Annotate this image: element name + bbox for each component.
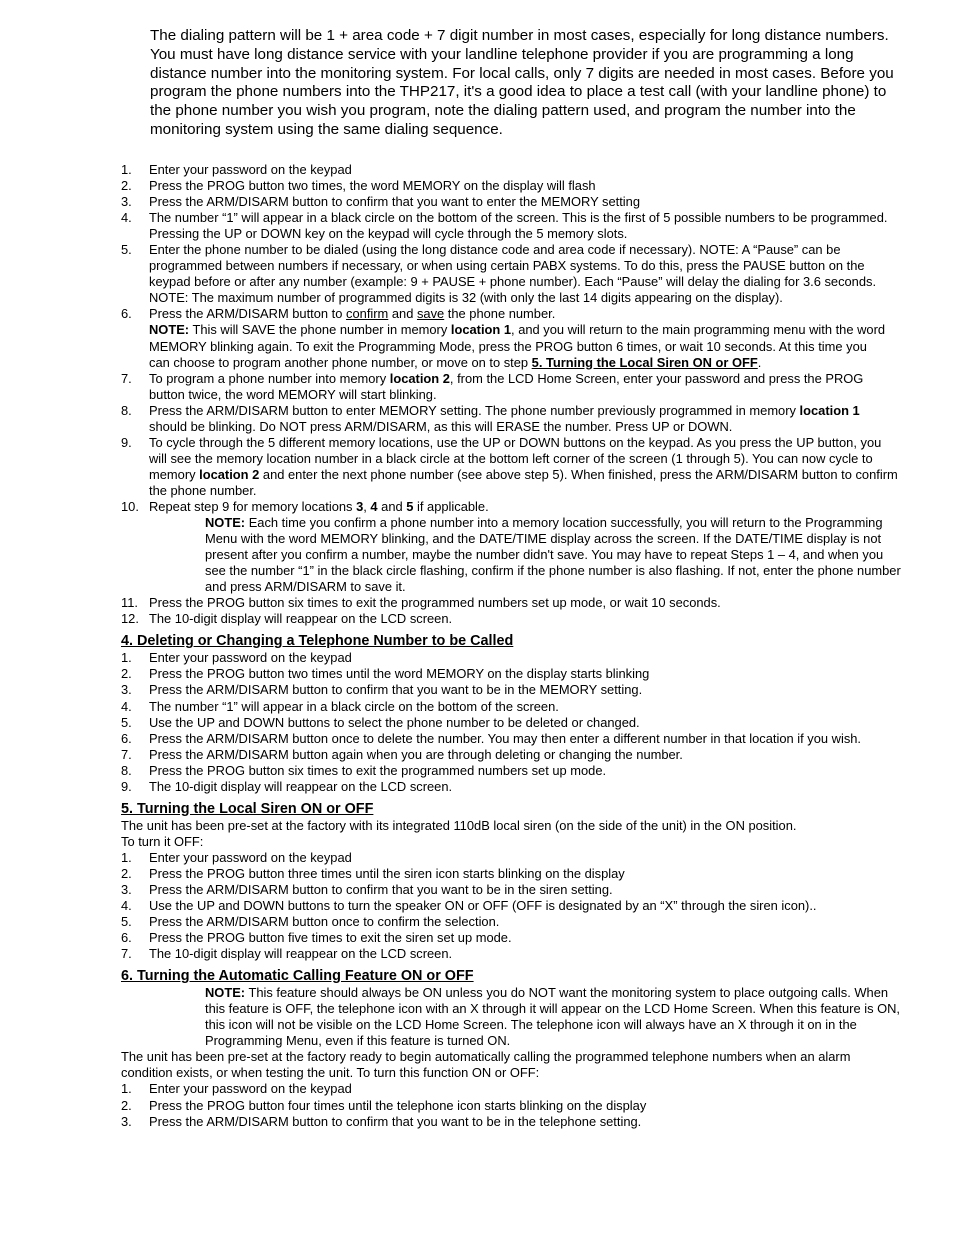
document-body [121, 162, 901, 1130]
list-item [121, 731, 901, 747]
item-number: 4. [121, 698, 132, 714]
programming-steps-list [121, 162, 901, 627]
section-6-note [121, 985, 901, 1049]
note-block [149, 322, 901, 370]
section-6-heading: 6. Turning the Automatic Calling Feature ON or OFF [121, 968, 474, 985]
item-text: The number “1” will appear in a black circle on the bottom of the screen. This is the first of 5 possible numbers to be programmed. Pressing the UP or DOWN key on the keypad will cycle through the 5 memory slots. [149, 210, 888, 242]
item-text-c: and enter the next phone number (see above step 5). When finished, press the ARM/DISARM button to confirm the phone number. [149, 466, 898, 498]
section-4-heading: 4. Deleting or Changing a Telephone Number to be Called [121, 633, 514, 650]
item-number: 3. [121, 194, 132, 210]
item-text: Press the ARM/DISARM button to confirm that you want to be in the telephone setting. [149, 1113, 642, 1129]
note-block [149, 515, 901, 595]
item-text: Use the UP and DOWN buttons to select the phone number to be deleted or changed. [149, 714, 640, 730]
item-text: Enter your password on the keypad [149, 162, 352, 177]
item-text-c: , from the LCD Home Screen, enter your password and press the PROG button twice, the word MEMORY will start blinking. [149, 370, 864, 402]
item-text-a: To cycle through the 5 different memory locations, use the UP or DOWN buttons on the keypad. As you press the UP button, you will see the memory location number in a black circle at the bottom left corner of the screen (1 through 5). You can now cycle to memory [149, 434, 882, 482]
item-text: Press the PROG button three times until the siren icon starts blinking on the display [149, 865, 625, 881]
item-location: location 2 [389, 370, 450, 386]
list-item [121, 611, 901, 627]
section-5-heading: 5. Turning the Local Siren ON or OFF [121, 800, 374, 817]
item-text: Enter the phone number to be dialed (using the long distance code and area code if necessary). NOTE: A “Pause” can be programmed between numbers if necessary, or when using certain PABX systems. To do this, press the PAUSE button on the keypad before or after any number (example: 9 + PAUSE + phone number). Each “Pause” will delay the dialing for 3.6 seconds. NOTE: The maximum number of programmed digits is 32 (with only the last 14 digits appearing on the display). [149, 242, 877, 306]
list-item [121, 763, 901, 779]
item-text: Enter your password on the keypad [149, 1081, 352, 1097]
list-item [121, 715, 901, 731]
list-item [121, 930, 901, 946]
item-number: 7. [121, 370, 132, 386]
item-text: Press the PROG button four times until the telephone icon starts blinking on the display [149, 1097, 647, 1113]
section-4-list [121, 650, 901, 794]
item-text: Press the ARM/DISARM button again when you are through deleting or changing the number. [149, 746, 683, 762]
list-item [121, 403, 901, 435]
location-4: 4 [370, 498, 378, 514]
item-text-e: and [377, 498, 407, 514]
item-text-a: To program a phone number into memory [149, 370, 390, 386]
list-item [121, 850, 901, 866]
list-item [121, 371, 901, 403]
item-text: Use the UP and DOWN buttons to turn the speaker ON or OFF (OFF is designated by an “X” through the siren icon).. [149, 898, 817, 914]
location-3: 3 [356, 498, 364, 514]
intro-paragraph: The dialing pattern will be 1 + area code + 7 digit number in most cases, especially for long distance numbers. You must have long distance service with your landline telephone provider if you are programming a long distance number into the monitoring system. For local calls, only 7 digits are needed in most cases. Before you program the phone numbers into the THP217, it's a good idea to place a test call (with your landline phone) to the phone number you wish you program, note the dialing pattern used, and program the number into the monitoring system using the same dialing sequence. [150, 27, 894, 138]
item-text-a: Repeat step 9 for memory locations [149, 498, 357, 514]
section-6-intro: The unit has been pre-set at the factory ready to begin automatically calling the programmed telephone numbers when an alarm condition exists, or when testing the unit. To turn this function ON or OFF: [121, 1049, 851, 1081]
list-item [121, 699, 901, 715]
item-number: 5. [121, 242, 132, 258]
list-item [121, 1098, 901, 1114]
item-text: The 10-digit display will reappear on the LCD screen. [149, 778, 453, 794]
item-text: Press the PROG button five times to exit the siren set up mode. [149, 930, 512, 946]
item-number: 1. [121, 650, 132, 666]
item-number: 5. [121, 914, 132, 930]
item-text: Press the ARM/DISARM button to confirm that you want to enter the MEMORY setting [149, 194, 641, 210]
item-number: 1. [121, 162, 132, 177]
item-text-c: should be blinking. Do NOT press ARM/DISARM, as this will ERASE the number. Press UP or DOWN. [149, 418, 733, 434]
item-number: 3. [121, 881, 132, 897]
location-5: 5 [406, 498, 414, 514]
note-text-d: . [757, 354, 762, 370]
list-item [121, 914, 901, 930]
list-item [121, 306, 901, 370]
item-number: 8. [121, 762, 132, 778]
item-number: 1. [121, 1081, 132, 1097]
item-text: Enter your password on the keypad [149, 849, 352, 865]
item-number: 11. [121, 595, 138, 611]
list-item [121, 194, 901, 210]
note-text-a: This will SAVE the phone number in memory [189, 322, 451, 338]
item-number: 8. [121, 402, 132, 418]
note-text: Each time you confirm a phone number into a memory location successfully, you will return to the Programming Menu with the word MEMORY blinking, and the DATE/TIME display across the screen. If the DATE/TIME display is not present after you confirm a number, maybe the number didn't save. You may have to repeat Steps 1 – 4, and when you see the number “1” in the black circle flashing, confirm if the phone number is also flashing. If not, enter the phone number and press ARM/DISARM to save it. [205, 515, 901, 595]
item-text-c: , [363, 498, 371, 514]
list-item [121, 1114, 901, 1130]
item-number: 9. [121, 778, 132, 794]
item-number: 2. [121, 1097, 132, 1113]
item-number: 5. [121, 714, 132, 730]
list-item [121, 210, 901, 242]
item-number: 10. [121, 498, 139, 514]
item-text-a: Press the ARM/DISARM button to enter MEMORY setting. The phone number previously programmed in memory [149, 402, 800, 418]
section-6-list [121, 1081, 901, 1129]
item-text: Press the PROG button six times to exit the programmed numbers set up mode, or wait 10 seconds. [149, 595, 721, 611]
note-text-c: , and you will return to the main programming menu with the word MEMORY blinking again. To exit the Programming Mode, press the PROG button 6 times, or wait 10 seconds. At this time you can choose to program another phone number, or move on to step [149, 322, 886, 370]
list-item [121, 595, 901, 611]
section-5-intro: The unit has been pre-set at the factory with its integrated 110dB local siren (on the side of the unit) in the ON position. [121, 817, 797, 833]
item-number: 12. [121, 611, 139, 627]
list-item [121, 866, 901, 882]
item-number: 4. [121, 898, 132, 914]
item-number: 3. [121, 1113, 132, 1129]
item-number: 4. [121, 210, 132, 226]
item-text: Press the PROG button two times until the word MEMORY on the display starts blinking [149, 666, 650, 682]
item-number: 2. [121, 865, 132, 881]
list-item [121, 898, 901, 914]
item-number: 9. [121, 434, 132, 450]
confirm-word: confirm [346, 306, 389, 322]
item-text-e: the phone number. [444, 306, 556, 322]
list-item [121, 162, 901, 178]
item-text: Press the ARM/DISARM button to confirm that you want to be in the siren setting. [149, 881, 613, 897]
item-number: 6. [121, 730, 132, 746]
list-item [121, 242, 901, 306]
list-item [121, 435, 901, 499]
item-text: Press the ARM/DISARM button once to delete the number. You may then enter a different number in that location if you wish. [149, 730, 862, 746]
item-location: location 2 [199, 466, 260, 482]
item-text: Enter your password on the keypad [149, 650, 352, 666]
note-label: NOTE: [149, 322, 190, 338]
section-5-reference-link[interactable]: 5. Turning the Local Siren ON or OFF [531, 354, 758, 370]
item-number: 7. [121, 946, 132, 962]
note-label: NOTE: [205, 515, 246, 531]
item-text: The number “1” will appear in a black circle on the bottom of the screen. [149, 698, 559, 714]
list-item [121, 682, 901, 698]
item-number: 1. [121, 849, 132, 865]
item-text: Press the ARM/DISARM button once to confirm the selection. [149, 914, 500, 930]
list-item [121, 666, 901, 682]
list-item [121, 779, 901, 795]
list-item [121, 747, 901, 763]
list-item [121, 499, 901, 595]
list-item [121, 650, 901, 666]
item-text: The 10-digit display will reappear on the LCD screen. [149, 611, 453, 627]
list-item [121, 882, 901, 898]
section-5-list [121, 850, 901, 962]
item-text: Press the PROG button two times, the word MEMORY on the display will flash [149, 178, 596, 194]
item-number: 2. [121, 178, 132, 194]
list-item [121, 946, 901, 962]
note-label: NOTE: [205, 985, 246, 1001]
item-text: Press the ARM/DISARM button to confirm that you want to be in the MEMORY setting. [149, 682, 643, 698]
item-number: 6. [121, 306, 132, 322]
item-text: The 10-digit display will reappear on the LCD screen. [149, 946, 453, 962]
save-word: save [416, 306, 445, 322]
note-text: This feature should always be ON unless you do NOT want the monitoring system to place outgoing calls. When this feature is OFF, the telephone icon with an X through it will appear on the LCD Home Screen. When this feature is ON, this icon will not be visible on the LCD Home Screen. The telephone icon will always have an X through it on in the Programming Menu, even if this feature is turned ON. [205, 985, 901, 1049]
note-location: location 1 [450, 322, 512, 338]
item-number: 7. [121, 746, 132, 762]
item-location: location 1 [799, 402, 860, 418]
list-item [121, 178, 901, 194]
item-text: Press the PROG button six times to exit the programmed numbers set up mode. [149, 762, 607, 778]
section-5-intro-2: To turn it OFF: [121, 833, 204, 849]
list-item [121, 1081, 901, 1097]
item-number: 2. [121, 666, 132, 682]
item-number: 3. [121, 682, 132, 698]
item-text-c: and [388, 306, 417, 322]
item-number: 6. [121, 930, 132, 946]
item-text-g: if applicable. [413, 498, 489, 514]
item-text-a: Press the ARM/DISARM button to [149, 306, 347, 322]
